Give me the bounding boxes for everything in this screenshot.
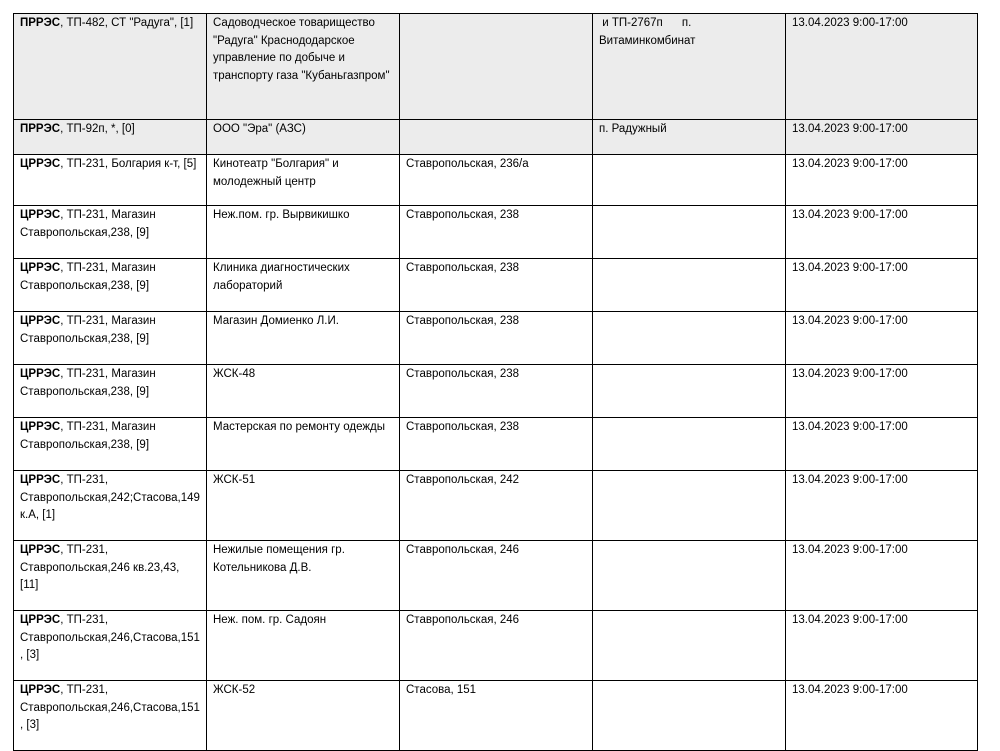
locality-cell [593,418,786,471]
station-cell [14,365,207,418]
locality-cell [593,206,786,259]
network-name: ЦРРЭС [20,315,61,327]
station-cell [14,418,207,471]
table-row [14,14,978,120]
table-row [14,312,978,365]
table-row [14,120,978,155]
station-cell [14,14,207,120]
address-cell: Ставропольская, 238 [400,365,593,418]
address-cell: Ставропольская, 238 [400,259,593,312]
station-details: , ТП-231, Ставропольская,246,Стасова,151 , [3] [20,684,200,731]
outage-schedule-page [13,13,977,751]
network-name: ПРРЭС [20,17,61,29]
locality-text: и ТП-2767п п. Витаминкомбинат [599,17,696,47]
address-cell: Ставропольская, 236/а [400,155,593,206]
address-cell: Ставропольская, 238 [400,206,593,259]
network-name: ЦРРЭС [20,421,61,433]
table-row [14,611,978,681]
time-cell: 13.04.2023 9:00-17:00 [786,471,978,541]
address-cell: Ставропольская, 238 [400,312,593,365]
consumer-cell: ООО "Эра" (АЗС) [207,120,400,155]
consumer-cell: ЖСК-51 [207,471,400,541]
time-cell: 13.04.2023 9:00-17:00 [786,365,978,418]
time-cell: 13.04.2023 9:00-17:00 [786,611,978,681]
address-cell: Ставропольская, 238 [400,418,593,471]
consumer-cell: ЖСК-52 [207,681,400,751]
station-cell [14,259,207,312]
station-details: , ТП-231, Ставропольская,246,Стасова,151 , [3] [20,614,200,661]
address-cell: Ставропольская, 246 [400,541,593,611]
locality-cell [593,14,786,120]
consumer-cell: Магазин Домиенко Л.И. [207,312,400,365]
station-cell [14,611,207,681]
table-row [14,206,978,259]
station-details: , ТП-231, Магазин Ставропольская,238, [9] [20,262,156,292]
station-cell [14,541,207,611]
table-row [14,155,978,206]
locality-cell [593,365,786,418]
consumer-cell: ЖСК-48 [207,365,400,418]
station-details: , ТП-482, СТ "Радуга", [1] [60,17,194,29]
address-cell: Ставропольская, 246 [400,611,593,681]
time-cell: 13.04.2023 9:00-17:00 [786,259,978,312]
locality-cell [593,541,786,611]
address-cell: Стасова, 151 [400,681,593,751]
table-row [14,365,978,418]
station-cell [14,155,207,206]
network-name: ЦРРЭС [20,209,61,221]
network-name: ЦРРЭС [20,684,61,696]
locality-cell [593,471,786,541]
time-cell: 13.04.2023 9:00-17:00 [786,418,978,471]
time-cell: 13.04.2023 9:00-17:00 [786,541,978,611]
network-name: ЦРРЭС [20,614,61,626]
station-cell [14,681,207,751]
table-row [14,541,978,611]
address-cell [400,14,593,120]
station-details: , ТП-231, Магазин Ставропольская,238, [9] [20,368,156,398]
station-details: , ТП-231, Магазин Ставропольская,238, [9] [20,421,156,451]
locality-cell [593,259,786,312]
locality-cell [593,611,786,681]
network-name: ЦРРЭС [20,158,61,170]
consumer-cell: Неж.пом. гр. Вырвикишко [207,206,400,259]
table-row [14,681,978,751]
consumer-cell: Кинотеатр "Болгария" и молодежный центр [207,155,400,206]
outage-table [13,13,978,751]
station-cell [14,120,207,155]
table-row [14,259,978,312]
address-cell: Ставропольская, 242 [400,471,593,541]
consumer-cell: Нежилые помещения гр. Котельникова Д.В. [207,541,400,611]
consumer-cell: Клиника диагностических лабораторий [207,259,400,312]
station-details: , ТП-231, Болгария к-т, [5] [60,158,197,170]
station-details: , ТП-231, Ставропольская,246 кв.23,43, [11] [20,544,180,591]
locality-cell [593,312,786,365]
address-cell [400,120,593,155]
time-cell: 13.04.2023 9:00-17:00 [786,312,978,365]
network-name: ЦРРЭС [20,544,61,556]
network-name: ЦРРЭС [20,474,61,486]
station-details: , ТП-92п, *, [0] [60,123,135,135]
station-cell [14,206,207,259]
station-details: , ТП-231, Магазин Ставропольская,238, [9] [20,209,156,239]
station-cell [14,312,207,365]
time-cell: 13.04.2023 9:00-17:00 [786,155,978,206]
time-cell: 13.04.2023 9:00-17:00 [786,14,978,120]
time-cell: 13.04.2023 9:00-17:00 [786,681,978,751]
network-name: ЦРРЭС [20,368,61,380]
locality-cell: п. Радужный [593,120,786,155]
network-name: ЦРРЭС [20,262,61,274]
table-row [14,471,978,541]
network-name: ПРРЭС [20,123,61,135]
time-cell: 13.04.2023 9:00-17:00 [786,206,978,259]
locality-cell [593,155,786,206]
locality-cell [593,681,786,751]
consumer-cell: Мастерская по ремонту одежды [207,418,400,471]
station-cell [14,471,207,541]
consumer-cell: Неж. пом. гр. Садоян [207,611,400,681]
consumer-cell: Садоводческое товарищество "Радуга" Краснододарское управление по добыче и транспорту газа "Кубаньгазпром" [207,14,400,120]
time-cell: 13.04.2023 9:00-17:00 [786,120,978,155]
table-row [14,418,978,471]
station-details: , ТП-231, Магазин Ставропольская,238, [9] [20,315,156,345]
station-details: , ТП-231, Ставропольская,242;Стасова,149 к.А, [1] [20,474,200,521]
